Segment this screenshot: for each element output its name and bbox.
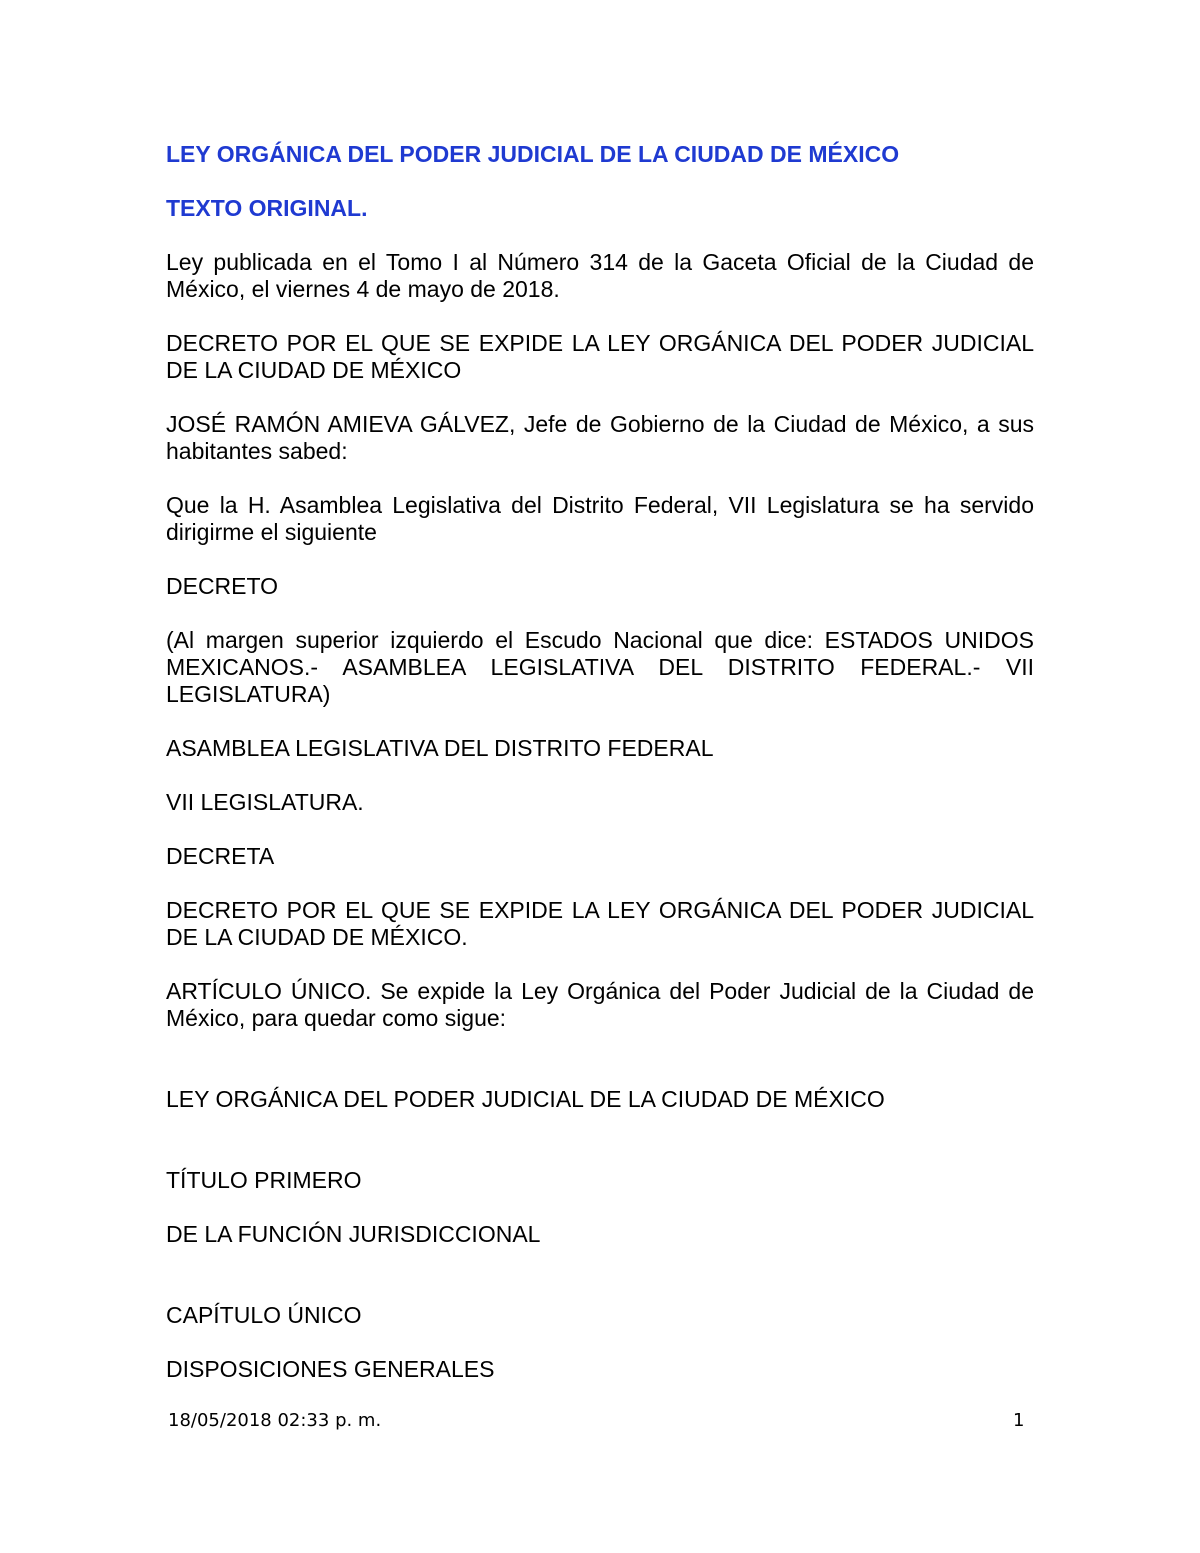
decreta-word: DECRETA	[166, 843, 275, 869]
governor-line-1: JOSÉ RAMÓN AMIEVA GÁLVEZ, Jefe de Gobierno de la Ciudad de México, a sus	[166, 411, 1034, 437]
single-article-line-2: México, para quedar como sigue:	[166, 1005, 507, 1031]
chapter-heading: CAPÍTULO ÚNICO	[166, 1302, 362, 1328]
law-title: LEY ORGÁNICA DEL PODER JUDICIAL DE LA CIUDAD DE MÉXICO	[166, 1086, 885, 1112]
single-article-line-1: ARTÍCULO ÚNICO. Se expide la Ley Orgánica del Poder Judicial de la Ciudad de	[166, 978, 1034, 1004]
chapter-name: DISPOSICIONES GENERALES	[166, 1356, 495, 1382]
assembly-intro-line-2: dirigirme el siguiente	[166, 519, 377, 545]
decreto-word: DECRETO	[166, 573, 279, 599]
margin-note-line-2: MEXICANOS.- ASAMBLEA LEGISLATIVA DEL DISTRITO FEDERAL.- VII	[166, 654, 1034, 680]
assembly-intro-line-1: Que la H. Asamblea Legislativa del Distrito Federal, VII Legislatura se ha servido	[166, 492, 1034, 518]
footer-timestamp: 18/05/2018 02:33 p. m.	[168, 1410, 382, 1431]
margin-note-line-3: LEGISLATURA)	[166, 681, 331, 707]
decree-heading-2-line-1: DECRETO POR EL QUE SE EXPIDE LA LEY ORGÁNICA DEL PODER JUDICIAL	[166, 897, 1034, 923]
publication-line-2: México, el viernes 4 de mayo de 2018.	[166, 276, 560, 302]
decree-heading-1-line-2: DE LA CIUDAD DE MÉXICO	[166, 357, 462, 383]
assembly-name: ASAMBLEA LEGISLATIVA DEL DISTRITO FEDERAL	[166, 735, 714, 761]
margin-note-line-1: (Al margen superior izquierdo el Escudo Nacional que dice: ESTADOS UNIDOS	[166, 627, 1034, 653]
decree-heading-2-line-2: DE LA CIUDAD DE MÉXICO.	[166, 924, 468, 950]
document-title: LEY ORGÁNICA DEL PODER JUDICIAL DE LA CIUDAD DE MÉXICO	[166, 141, 900, 167]
title-first: TÍTULO PRIMERO	[166, 1167, 362, 1193]
document-subtitle: TEXTO ORIGINAL.	[166, 195, 368, 221]
footer-page-number: 1	[1013, 1410, 1025, 1431]
legislature: VII LEGISLATURA.	[166, 789, 364, 815]
governor-line-2: habitantes sabed:	[166, 438, 348, 464]
title-first-name: DE LA FUNCIÓN JURISDICCIONAL	[166, 1221, 541, 1247]
decree-heading-1-line-1: DECRETO POR EL QUE SE EXPIDE LA LEY ORGÁNICA DEL PODER JUDICIAL	[166, 330, 1034, 356]
publication-line-1: Ley publicada en el Tomo I al Número 314 de la Gaceta Oficial de la Ciudad de	[166, 249, 1034, 275]
